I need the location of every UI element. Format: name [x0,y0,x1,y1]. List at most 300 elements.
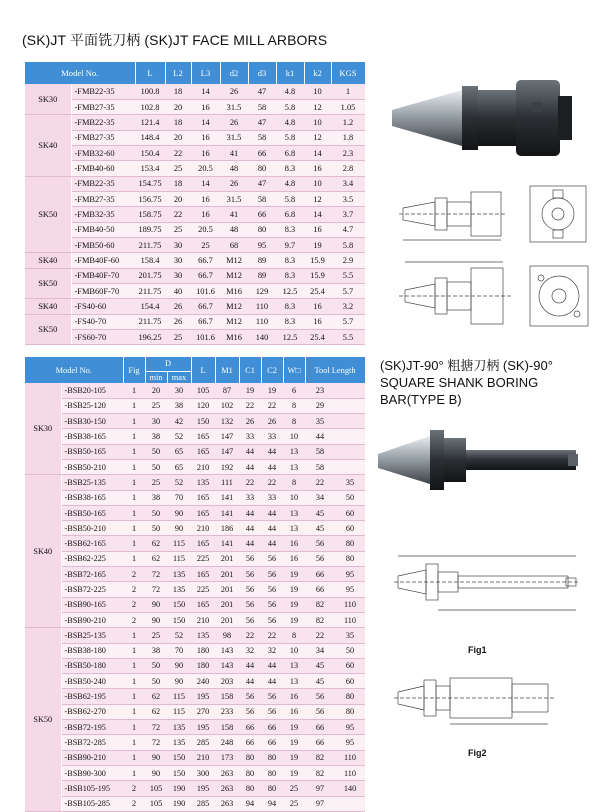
model-cell: -FMB60F-70 [71,283,135,298]
value-cell: 65 [167,459,191,474]
value-cell: 211.75 [135,314,165,329]
model-cell: -BSB38-180 [61,643,123,658]
value-cell: 30 [165,268,191,283]
table-row [25,444,365,459]
value-cell: 44 [261,658,283,673]
value-cell: 19 [261,383,283,398]
value-cell: 44 [239,444,261,459]
value-cell: 165 [191,536,215,551]
value-cell: 8.3 [276,314,304,329]
value-cell: 16 [283,704,305,719]
value-cell: 32 [261,643,283,658]
value-cell: 16 [304,222,331,237]
value-cell: 23 [305,383,335,398]
value-cell: 158 [215,720,239,735]
value-cell: 211.75 [135,283,165,298]
value-cell: 80 [335,704,365,719]
table-row [25,268,365,283]
table-row [25,459,365,474]
value-cell: 72 [145,735,167,750]
value-cell: 66 [261,720,283,735]
value-cell: 19 [283,720,305,735]
model-cell: -FMB22-35 [71,84,135,99]
value-cell: 14 [191,115,220,130]
value-cell: 90 [167,521,191,536]
value-cell: 135 [167,582,191,597]
value-cell: 115 [167,689,191,704]
value-cell: 34 [305,643,335,658]
fig2-label: Fig2 [468,748,487,758]
boring-bar-table-body [25,383,365,811]
model-cell: -BSB50-165 [61,444,123,459]
value-cell: 90 [145,750,167,765]
value-cell: 190 [167,796,191,811]
header-fig: Fig [123,357,145,383]
value-cell: 12 [304,191,331,206]
value-cell: 20 [165,99,191,114]
value-cell: 143 [215,643,239,658]
value-cell: 33 [239,429,261,444]
table-row [25,429,365,444]
value-cell: 16 [191,130,220,145]
value-cell: 82 [305,765,335,780]
table-row [25,253,365,268]
group-label: SK40 [25,475,61,628]
value-cell: 8 [283,398,305,413]
table-row [25,735,365,750]
value-cell: 66 [305,735,335,750]
face-mill-arbors-table [25,62,366,345]
value-cell: 95 [335,582,365,597]
model-cell: -BSB25-120 [61,398,123,413]
boring-bar-photo [372,410,592,515]
value-cell: 115 [167,551,191,566]
face-mill-arbor-drawing-1 [395,180,595,250]
model-cell: -FS40-70 [71,314,135,329]
value-cell: 80 [335,689,365,704]
value-cell: 80 [239,781,261,796]
value-cell: 25 [145,628,167,643]
value-cell: 2 [123,781,145,796]
value-cell: 56 [261,582,283,597]
table-row [25,536,365,551]
value-cell: 20.5 [191,222,220,237]
value-cell: 25 [145,398,167,413]
value-cell: 44 [239,658,261,673]
value-cell: 30 [165,253,191,268]
value-cell: 10 [283,643,305,658]
value-cell: 1 [123,490,145,505]
value-cell: 56 [261,689,283,704]
value-cell: 14 [304,207,331,222]
value-cell: 8.3 [276,253,304,268]
value-cell: 42 [167,414,191,429]
value-cell: 15.9 [304,253,331,268]
table-row [25,191,365,206]
value-cell: 18 [165,84,191,99]
value-cell: 56 [261,704,283,719]
model-cell: -BSB62-195 [61,689,123,704]
fig1-drawing [390,548,590,618]
header-model-no: Model No. [25,357,123,383]
value-cell: 158.4 [135,253,165,268]
value-cell: 12 [304,99,331,114]
value-cell: 100.8 [135,84,165,99]
value-cell: 5.8 [331,237,365,252]
value-cell: 44 [261,521,283,536]
table-row [25,628,365,643]
value-cell: 26 [220,115,248,130]
value-cell [335,383,365,398]
value-cell: 95 [335,735,365,750]
value-cell: 56 [239,612,261,627]
table-row [25,521,365,536]
value-cell: 1.05 [331,99,365,114]
value-cell: 135 [191,628,215,643]
value-cell: 211.75 [135,237,165,252]
value-cell: 29 [305,398,335,413]
header-l: L [135,62,165,84]
header-l2: L2 [165,62,191,84]
value-cell: 38 [145,490,167,505]
value-cell: 189.75 [135,222,165,237]
value-cell: 62 [145,536,167,551]
value-cell: 180 [191,643,215,658]
model-cell: -FMB32-35 [71,207,135,222]
header-d: D [145,357,191,371]
value-cell: 26 [165,314,191,329]
table-row [25,658,365,673]
value-cell: 5.7 [331,314,365,329]
value-cell: 225 [191,582,215,597]
value-cell: 135 [167,720,191,735]
value-cell: 19 [283,582,305,597]
table-row [25,781,365,796]
value-cell: 66.7 [191,314,220,329]
value-cell: 45 [305,505,335,520]
model-cell: -FMB27-35 [71,130,135,145]
value-cell: 56 [239,567,261,582]
value-cell: 58 [248,191,276,206]
value-cell: 58 [305,444,335,459]
value-cell: 72 [145,720,167,735]
value-cell: 56 [239,689,261,704]
model-cell: -FMB27-35 [71,99,135,114]
value-cell: 1 [123,383,145,398]
value-cell: M16 [220,283,248,298]
value-cell: 1 [123,689,145,704]
value-cell: 44 [261,536,283,551]
table-row [25,704,365,719]
value-cell: 66 [248,145,276,160]
value-cell: 150 [191,414,215,429]
value-cell: 140 [335,781,365,796]
value-cell: 201 [215,551,239,566]
value-cell: 58 [248,130,276,145]
value-cell: 22 [165,145,191,160]
value-cell: 14 [191,176,220,191]
value-cell: 31.5 [220,130,248,145]
value-cell: 102.8 [135,99,165,114]
value-cell: 13 [283,505,305,520]
value-cell: 50 [145,674,167,689]
table-row [25,582,365,597]
value-cell: 89 [248,253,276,268]
value-cell: 56 [239,597,261,612]
value-cell: 56 [305,704,335,719]
value-cell: 48 [220,161,248,176]
value-cell: M16 [220,330,248,345]
table-row [25,597,365,612]
value-cell: 26 [261,414,283,429]
value-cell: 210 [191,521,215,536]
value-cell: 10 [283,429,305,444]
value-cell: 1 [123,444,145,459]
value-cell: 90 [145,765,167,780]
value-cell: 87 [215,383,239,398]
value-cell: 22 [305,475,335,490]
value-cell: 35 [335,628,365,643]
value-cell: 5.7 [331,283,365,298]
value-cell: 95 [335,567,365,582]
value-cell [335,429,365,444]
value-cell: 1 [123,765,145,780]
value-cell: 135 [167,735,191,750]
table-row [25,475,365,490]
value-cell: 22 [239,475,261,490]
value-cell: 47 [248,115,276,130]
value-cell [335,459,365,474]
model-cell: -BSB90-300 [61,765,123,780]
value-cell: 56 [261,612,283,627]
table-row [25,145,365,160]
value-cell: 285 [191,796,215,811]
value-cell: M12 [220,314,248,329]
value-cell: 1 [123,505,145,520]
value-cell: 50 [145,521,167,536]
value-cell: 4.8 [276,176,304,191]
value-cell: 16 [191,207,220,222]
value-cell: 44 [239,459,261,474]
value-cell: 5.8 [276,130,304,145]
value-cell: 22 [305,628,335,643]
value-cell: 16 [283,689,305,704]
value-cell: 101.6 [191,330,220,345]
value-cell: 16 [304,161,331,176]
value-cell: 150 [167,612,191,627]
value-cell: 40 [165,283,191,298]
value-cell: 180 [191,658,215,673]
model-cell: -BSB105-195 [61,781,123,796]
group-label: SK50 [25,314,71,345]
value-cell: 248 [215,735,239,750]
value-cell: 34 [305,490,335,505]
value-cell: 31.5 [220,99,248,114]
value-cell: 10 [304,84,331,99]
value-cell: 50 [145,505,167,520]
value-cell: 20 [145,383,167,398]
header-w: W□ [283,357,305,383]
value-cell: 60 [335,674,365,689]
value-cell: 2.9 [331,253,365,268]
value-cell: 2.3 [331,145,365,160]
model-cell: -BSB90-210 [61,612,123,627]
table-row [25,674,365,689]
header-c1: C1 [239,357,261,383]
value-cell: 56 [261,597,283,612]
value-cell: 195 [191,689,215,704]
value-cell: 25 [145,475,167,490]
header-l3: L3 [191,62,220,84]
value-cell: 60 [335,505,365,520]
value-cell: 196.25 [135,330,165,345]
value-cell: 2 [123,582,145,597]
value-cell: 45 [305,658,335,673]
group-label: SK40 [25,299,71,314]
table-row [25,130,365,145]
table-row [25,414,365,429]
value-cell: 19 [283,597,305,612]
value-cell: 19 [283,567,305,582]
value-cell: 110 [335,612,365,627]
value-cell: 147 [215,444,239,459]
model-cell: -BSB20-105 [61,383,123,398]
value-cell: 58 [248,99,276,114]
value-cell: 35 [335,475,365,490]
value-cell: 12.5 [276,330,304,345]
value-cell: 35 [305,414,335,429]
value-cell: 72 [145,582,167,597]
value-cell: 2 [123,612,145,627]
value-cell: 22 [239,628,261,643]
value-cell: 1 [123,704,145,719]
value-cell: 25 [165,330,191,345]
value-cell: 50 [145,444,167,459]
value-cell: 12 [304,130,331,145]
table-row [25,161,365,176]
value-cell: 147 [215,429,239,444]
value-cell: 60 [335,521,365,536]
table-row [25,490,365,505]
value-cell: 10 [304,115,331,130]
model-cell: -BSB50-165 [61,505,123,520]
value-cell: 50 [335,490,365,505]
value-cell: 135 [167,567,191,582]
group-label: SK40 [25,115,71,176]
table-row [25,383,365,398]
value-cell: 3.2 [331,299,365,314]
value-cell: 44 [305,429,335,444]
value-cell: 25.4 [304,283,331,298]
model-cell: -FMB40-60 [71,161,135,176]
value-cell: 8 [283,475,305,490]
value-cell: 33 [261,429,283,444]
model-cell: -BSB62-270 [61,704,123,719]
value-cell: 156.75 [135,191,165,206]
model-cell: -FMB32-60 [71,145,135,160]
value-cell: 300 [191,765,215,780]
header-model-no: Model No. [25,62,135,84]
value-cell: 90 [167,674,191,689]
value-cell: 66 [305,720,335,735]
group-label: SK50 [25,628,61,812]
value-cell: 4.7 [331,222,365,237]
value-cell: 65 [167,444,191,459]
table-row [25,750,365,765]
value-cell: 165 [191,444,215,459]
value-cell: 56 [261,567,283,582]
value-cell: 33 [239,490,261,505]
value-cell: 26 [239,414,261,429]
value-cell: 120 [191,398,215,413]
value-cell: 165 [191,597,215,612]
value-cell: 165 [191,505,215,520]
value-cell: 9.7 [276,237,304,252]
value-cell: 22 [239,398,261,413]
value-cell: 56 [239,582,261,597]
value-cell: 22 [165,207,191,222]
model-cell: -BSB25-135 [61,628,123,643]
value-cell: 48 [220,222,248,237]
value-cell: 158 [215,689,239,704]
value-cell: 80 [261,750,283,765]
face-mill-table-body [25,84,365,345]
value-cell: 4.8 [276,115,304,130]
value-cell: 25 [165,222,191,237]
value-cell: 44 [261,459,283,474]
value-cell: 165 [191,490,215,505]
value-cell: 1 [123,643,145,658]
value-cell: 233 [215,704,239,719]
value-cell: 173 [215,750,239,765]
value-cell: 60 [335,658,365,673]
value-cell: 150.4 [135,145,165,160]
value-cell: 1 [123,658,145,673]
table-row [25,207,365,222]
value-cell: 22 [261,628,283,643]
value-cell: 82 [305,612,335,627]
value-cell: 1 [123,475,145,490]
model-cell: -BSB50-180 [61,658,123,673]
value-cell: 10 [304,176,331,191]
value-cell: 210 [191,750,215,765]
value-cell: 13 [283,459,305,474]
value-cell: 141 [215,536,239,551]
header-l: L [191,357,215,383]
value-cell: 72 [145,567,167,582]
value-cell: 5.5 [331,330,365,345]
value-cell: 89 [248,268,276,283]
model-cell: -FMB40F-60 [71,253,135,268]
value-cell: 66.7 [191,268,220,283]
table-row [25,176,365,191]
value-cell: 22 [261,475,283,490]
value-cell: 66.7 [191,299,220,314]
header-d3: d3 [248,62,276,84]
table-row [25,643,365,658]
header-k1: k1 [276,62,304,84]
value-cell: 66 [305,567,335,582]
face-mill-arbors-title: (SK)JT 平面铣刀柄 (SK)JT FACE MILL ARBORS [22,32,328,48]
table-row [25,84,365,99]
value-cell: 95 [335,720,365,735]
value-cell: 30 [145,414,167,429]
value-cell: 90 [145,612,167,627]
value-cell: 8 [283,414,305,429]
value-cell: 8.3 [276,222,304,237]
value-cell: 195 [191,781,215,796]
group-label: SK30 [25,383,61,475]
